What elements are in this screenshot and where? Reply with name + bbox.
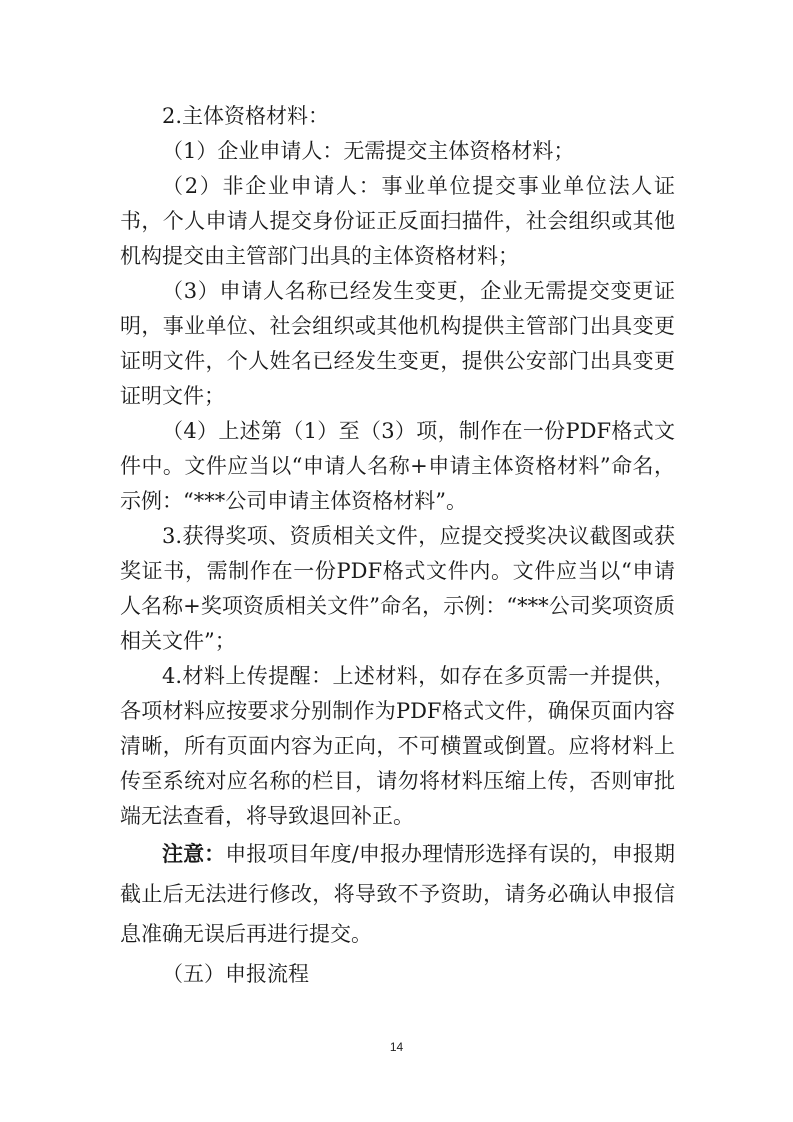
section-heading-application-process: （五）申报流程 bbox=[162, 962, 309, 986]
paragraph-upload-reminder: 4.材料上传提醒：上述材料，如存在多页需一并提供，各项材料应按要求分别制作为PDF格式文件，确保页面内容清晰，所有页面内容为正向，不可横置或倒置。应将材料上传至系统对应名称的栏目，请勿将材料压缩上传，否则审批端无法查看，将导致退回补正。 bbox=[120, 664, 675, 828]
paragraph-name-change: （3）申请人名称已经发生变更，企业无需提交变更证明，事业单位、社会组织或其他机构提供主管部门出具变更证明文件，个人姓名已经发生变更，提供公安部门出具变更证明文件； bbox=[120, 279, 675, 408]
paragraph-non-enterprise-applicant: （2）非企业申请人：事业单位提交事业单位法人证书，个人申请人提交身份证正反面扫描件，社会组织或其他机构提交由主管部门出具的主体资格材料； bbox=[120, 174, 675, 268]
paragraph-subject-qualification-heading: 2.主体资格材料： bbox=[162, 104, 330, 128]
paragraph-enterprise-applicant: （1）企业申请人：无需提交主体资格材料； bbox=[162, 139, 575, 163]
paragraph-pdf-format: （4）上述第（1）至（3）项，制作在一份PDF格式文件中。文件应当以“申请人名称+申请主体资格材料”命名，示例：“***公司申请主体资格材料”。 bbox=[120, 419, 675, 513]
notice-label: 注意： bbox=[162, 841, 226, 866]
paragraph-awards-qualifications: 3.获得奖项、资质相关文件，应提交授奖决议截图或获奖证书，需制作在一份PDF格式文件内。文件应当以“申请人名称+奖项资质相关文件”命名，示例：“***公司奖项资质相关文件”； bbox=[120, 524, 675, 653]
page-number: 14 bbox=[389, 1040, 404, 1054]
document-body bbox=[120, 99, 675, 994]
notice-text: 申报项目年度/申报办理情形选择有误的，申报期截止后无法进行修改，将导致不予资助，请务必确认申报信息准确无误后再进行提交。 bbox=[120, 842, 676, 946]
paragraph-notice bbox=[120, 834, 675, 954]
